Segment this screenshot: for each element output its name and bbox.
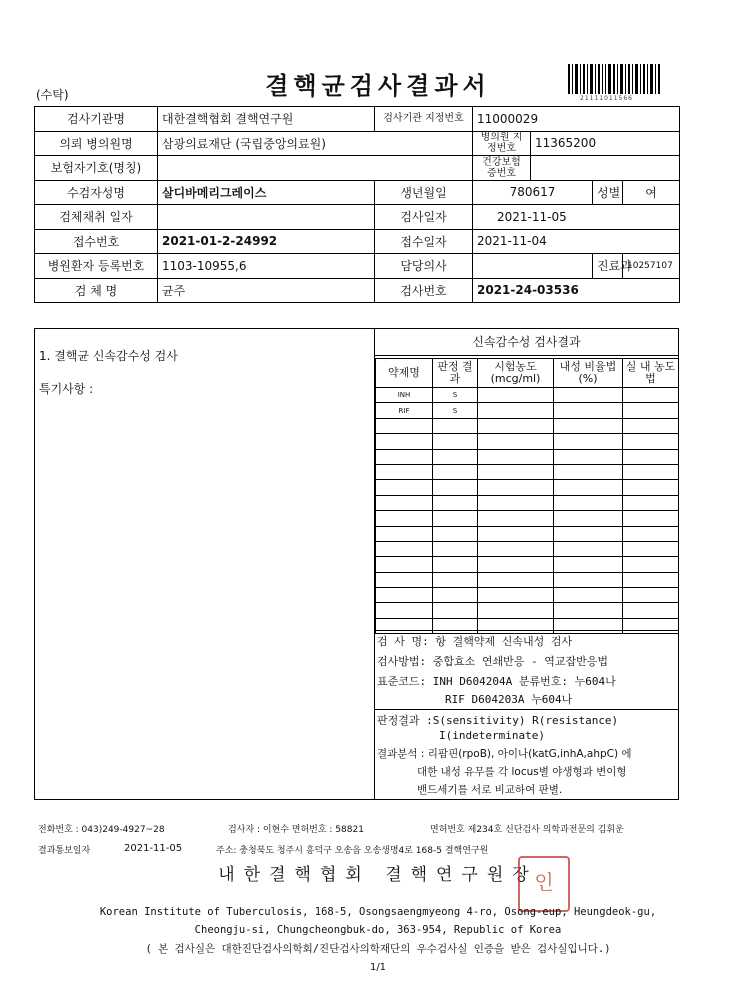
table-cell: [554, 603, 623, 618]
header-absolute: 실 내 농도법: [623, 359, 679, 388]
table-cell: [433, 511, 478, 526]
hospital-value: 삼광의료재단 (국립중앙의료원): [158, 131, 473, 156]
table-cell: [433, 480, 478, 495]
reg-no-value: 1103-10955,6: [158, 254, 375, 279]
report-date: 2021-11-05: [124, 843, 183, 854]
table-cell: [623, 449, 679, 464]
table-cell: [554, 526, 623, 541]
table-cell: [554, 572, 623, 587]
table-cell: [478, 511, 554, 526]
drug-result: S: [433, 403, 478, 418]
table-cell: [433, 541, 478, 556]
table-cell: [478, 464, 554, 479]
table-cell: [376, 511, 433, 526]
specimen-label: 검 체 명: [35, 278, 158, 303]
exam-org-label: 검사기관명: [35, 107, 158, 132]
test-method: 검사방법: 중합효소 연쇄반응 - 역교잡반응법: [377, 655, 609, 668]
susceptibility-table: [375, 358, 679, 634]
page-number: 1/1: [369, 962, 387, 973]
table-cell: [478, 434, 554, 449]
table-cell: [478, 480, 554, 495]
drug-name: RIF: [376, 403, 433, 418]
report-date-label: 결과통보일자: [38, 846, 91, 856]
judgement-1: 판정결과 :S(sensitivity) R(resistance): [377, 714, 619, 727]
dept-label: 진료과: [593, 254, 623, 279]
table-cell: [554, 464, 623, 479]
table-cell: [478, 418, 554, 433]
table-cell: [376, 572, 433, 587]
document-title: 결핵균검사결과서: [265, 72, 491, 100]
drug-concentration: [478, 403, 554, 418]
table-row: [376, 572, 679, 587]
receipt-no-value: 2021-01-2-24992: [158, 229, 375, 254]
exam-org-no-value: 11000029: [473, 107, 680, 132]
test-date-label: 검사일자: [375, 205, 473, 230]
table-cell: [554, 511, 623, 526]
header-drug: 약제명: [376, 359, 433, 388]
header-concentration: 시험농도 (mcg/ml): [478, 359, 554, 388]
receipt-date-label: 접수일자: [375, 229, 473, 254]
table-cell: [433, 464, 478, 479]
drug-name: INH: [376, 388, 433, 403]
table-cell: [623, 526, 679, 541]
table-cell: [376, 526, 433, 541]
table-cell: [554, 541, 623, 556]
analysis-1: 결과분석 : 리팜핀(rpoB), 아이나(katG,inhA,ahpC) 에: [377, 748, 632, 760]
table-cell: [554, 434, 623, 449]
hospital-no-label: 병의원 지정번호: [473, 131, 531, 156]
dept-value: 10257107: [623, 254, 680, 279]
table-cell: [376, 434, 433, 449]
table-cell: [433, 557, 478, 572]
patient-label: 수검자성명: [35, 180, 158, 205]
table-cell: [554, 418, 623, 433]
examiner-info: 검사자 : 이현수 면허번호 : 58821: [228, 825, 364, 835]
hospital-label: 의뢰 병의원명: [35, 131, 158, 156]
table-cell: [623, 588, 679, 603]
header-judgement: 판정 결과: [433, 359, 478, 388]
standard-code-1: 표준코드: INH D604204A 분류번호: 누604나: [377, 675, 616, 688]
table-row: [376, 541, 679, 556]
info-table: [34, 106, 680, 303]
drug-concentration: [478, 388, 554, 403]
official-seal: 인: [518, 856, 570, 912]
license-info: 면허번호 제234호 신단검사 의학과전문의 김휘운: [430, 825, 624, 835]
table-row: [376, 418, 679, 433]
barcode-text: 21111011566: [580, 95, 633, 102]
table-cell: [623, 572, 679, 587]
sex-value: 여: [623, 180, 680, 205]
exam-org-value: 대한결핵협회 결핵연구원: [158, 107, 375, 132]
english-address-1: Korean Institute of Tuberculosis, 168-5, Osongsaengmyeong 4-ro, Osong-eup, Heungdeok-gu,: [99, 906, 657, 918]
table-cell: [623, 603, 679, 618]
drug-proportion: [554, 403, 623, 418]
address: 주소: 충청북도 청주시 흥덕구 오송읍 오송생명4로 168-5 결핵연구원: [216, 846, 489, 856]
drug-proportion: [554, 388, 623, 403]
specimen-value: 균주: [158, 278, 375, 303]
receipt-date-value: 2021-11-04: [473, 229, 680, 254]
barcode-image: [568, 64, 662, 94]
table-row: [376, 495, 679, 510]
table-cell: [433, 603, 478, 618]
collect-value: [158, 205, 375, 230]
table-row: [376, 434, 679, 449]
test-no-value: 2021-24-03536: [473, 278, 680, 303]
birth-label: 생년월일: [375, 180, 473, 205]
table-cell: [623, 434, 679, 449]
table-cell: [478, 588, 554, 603]
susceptibility-title: 신속감수성 검사결과: [375, 329, 678, 356]
insured-label: 보험자기호(명칭): [35, 156, 158, 181]
drug-result: S: [433, 388, 478, 403]
table-cell: [376, 588, 433, 603]
table-cell: [433, 418, 478, 433]
health-no-label: 건강보험 증번호: [473, 156, 531, 181]
header-proportion: 내성 비율법(%): [554, 359, 623, 388]
table-row: [376, 403, 679, 418]
table-cell: [433, 495, 478, 510]
table-cell: [554, 449, 623, 464]
table-cell: [623, 495, 679, 510]
certification-note: ( 본 검사실은 대한진단검사의학회/진단검사의학재단의 우수검사실 인증을 받은 검사실입니다.): [145, 943, 611, 955]
table-cell: [623, 480, 679, 495]
receipt-label: (수탁): [36, 88, 69, 102]
table-cell: [623, 418, 679, 433]
table-row: [376, 464, 679, 479]
analysis-2: 대한 내성 유무를 각 locus별 야생형과 변이형: [417, 766, 627, 778]
table-cell: [623, 511, 679, 526]
table-cell: [478, 526, 554, 541]
table-cell: [478, 449, 554, 464]
table-cell: [433, 434, 478, 449]
table-row: [376, 449, 679, 464]
test-item: 1. 결핵균 신속감수성 검사: [39, 349, 178, 363]
reg-no-label: 병원환자 등록번호: [35, 254, 158, 279]
susceptibility-header-row: [376, 359, 679, 388]
insured-value: [158, 156, 473, 181]
table-cell: [376, 557, 433, 572]
table-row: [376, 588, 679, 603]
table-cell: [376, 418, 433, 433]
table-cell: [433, 449, 478, 464]
receipt-no-label: 접수번호: [35, 229, 158, 254]
method-panel: [375, 630, 678, 799]
standard-code-2: RIF D604203A 누604나: [445, 693, 573, 706]
table-cell: [376, 495, 433, 510]
institute-name: 내한결핵협회 결핵연구원장: [218, 865, 538, 885]
table-cell: [478, 557, 554, 572]
table-cell: [554, 557, 623, 572]
table-cell: [433, 588, 478, 603]
birth-value: 780617: [473, 180, 593, 205]
table-cell: [554, 480, 623, 495]
english-address-2: Cheongju-si, Chungcheongbuk-do, 363-954, Republic of Korea: [194, 924, 562, 936]
table-cell: [376, 603, 433, 618]
table-cell: [478, 541, 554, 556]
patient-value: 살디바메리그레이스: [158, 180, 375, 205]
table-row: [376, 526, 679, 541]
test-date-value: 2021-11-05: [473, 205, 680, 230]
health-no-value: [531, 156, 680, 181]
table-cell: [433, 526, 478, 541]
test-name: 검 사 명: 항 결핵약제 신속내성 검사: [377, 635, 573, 648]
table-cell: [376, 449, 433, 464]
table-cell: [478, 572, 554, 587]
table-cell: [478, 603, 554, 618]
analysis-3: 밴드세기를 서로 비교하여 판별.: [417, 784, 563, 796]
table-cell: [376, 541, 433, 556]
table-cell: [623, 557, 679, 572]
hospital-no-value: 11365200: [531, 131, 680, 156]
phone-number: 전화번호 : 043)249-4927~28: [38, 825, 165, 835]
table-cell: [554, 588, 623, 603]
exam-org-no-label: 검사기관 지정번호: [375, 107, 473, 132]
table-cell: [376, 480, 433, 495]
table-row: [376, 557, 679, 572]
judgement-2: I(indeterminate): [439, 729, 545, 742]
method-divider: [375, 709, 678, 710]
table-cell: [623, 541, 679, 556]
doctor-value: [473, 254, 593, 279]
drug-absolute: [623, 388, 679, 403]
table-cell: [554, 495, 623, 510]
table-cell: [623, 464, 679, 479]
left-panel: [35, 329, 375, 799]
table-row: [376, 388, 679, 403]
drug-absolute: [623, 403, 679, 418]
sex-label: 성별: [593, 180, 623, 205]
table-row: [376, 480, 679, 495]
doctor-label: 담당의사: [375, 254, 473, 279]
remarks-label: 특기사항 :: [39, 382, 94, 396]
table-cell: [433, 572, 478, 587]
test-no-label: 검사번호: [375, 278, 473, 303]
collect-label: 검체채취 일자: [35, 205, 158, 230]
table-cell: [376, 464, 433, 479]
table-cell: [478, 495, 554, 510]
table-row: [376, 603, 679, 618]
table-row: [376, 511, 679, 526]
